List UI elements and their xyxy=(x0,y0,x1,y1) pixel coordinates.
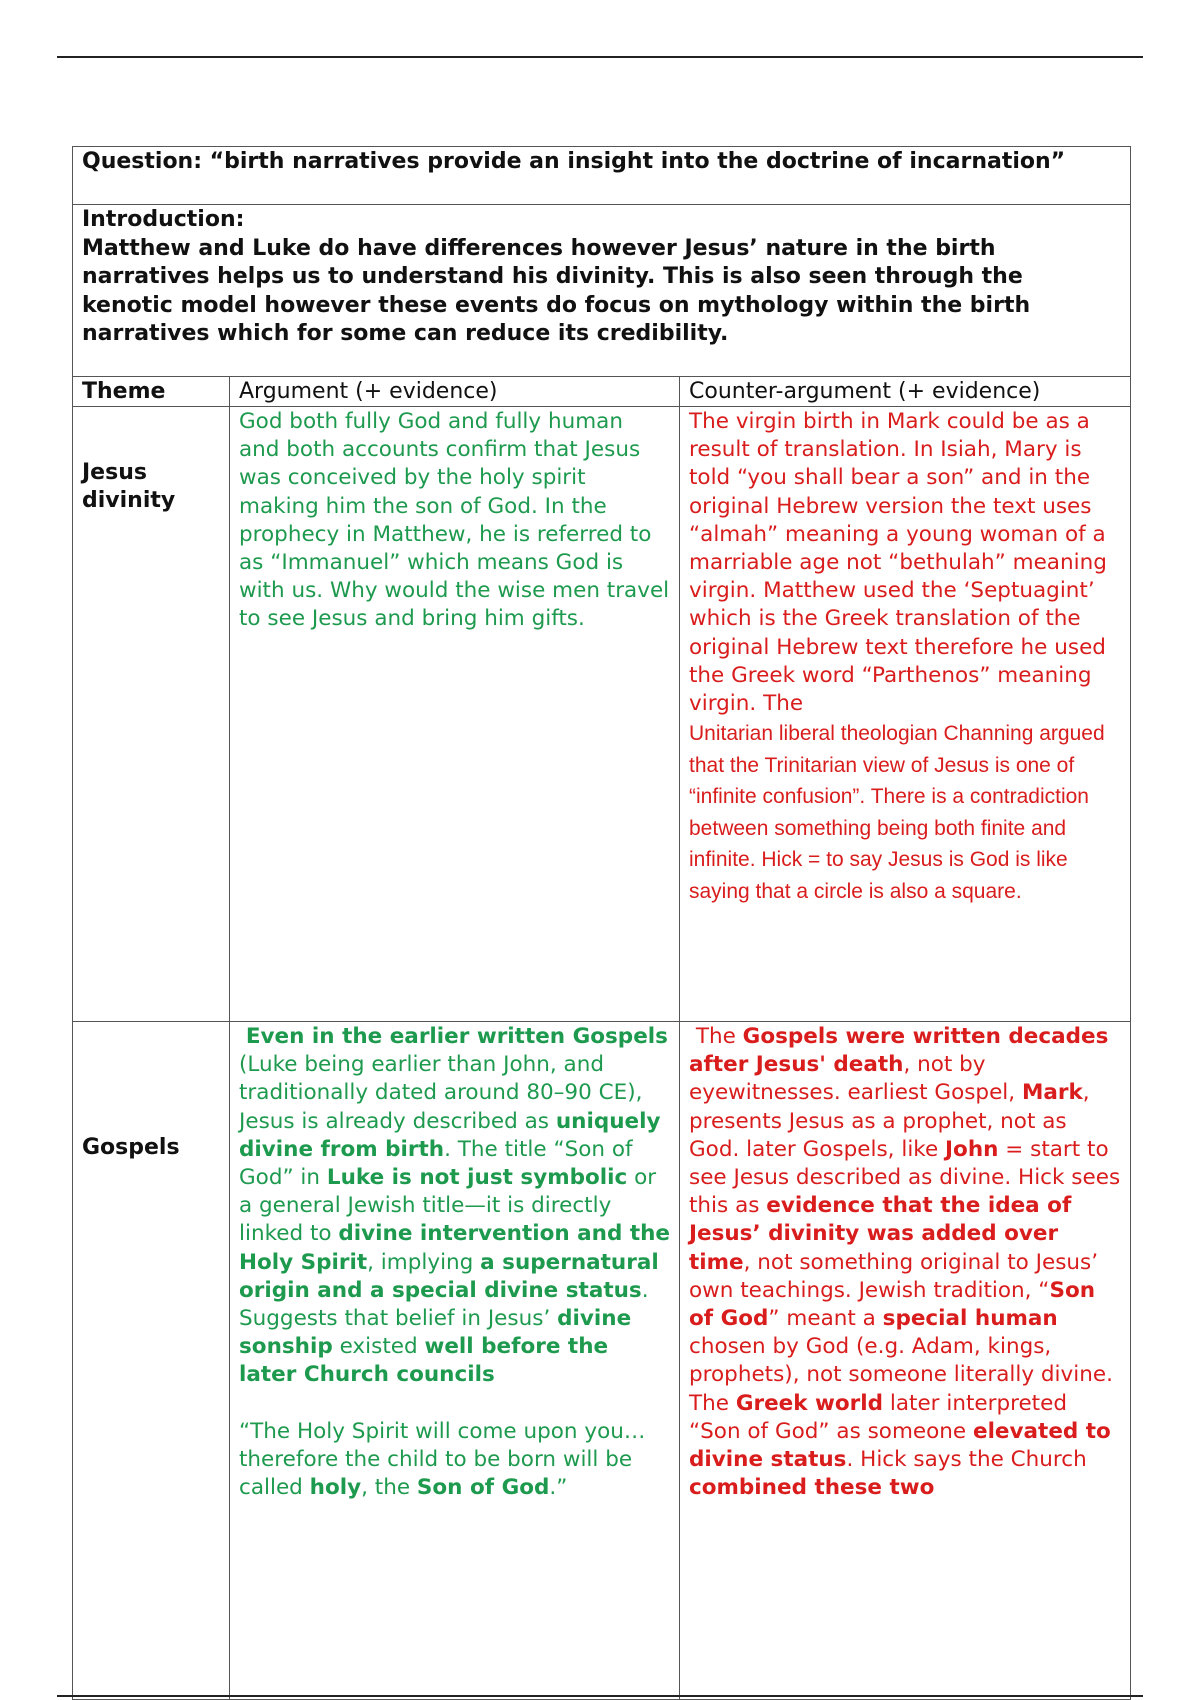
counter-jesus-divinity-part2: Unitarian liberal theologian Channing argued that the Trinitarian view of Jesus is one of “infinite confusion”. There is a contradiction between something being both finite and infinite. Hick = to say Jesus is God is like saying that a circle is also a square. xyxy=(689,722,1105,903)
question-text: Question: “birth narratives provide an insight into the doctrine of incarnation” xyxy=(73,147,1131,205)
counter-header: Counter-argument (+ evidence) xyxy=(680,377,1131,407)
counter-gospels-greek: The Greek world later interpreted “Son of God” as someone elevated to divine status. Hick says the Church combined these two xyxy=(689,1390,1111,1501)
argument-jesus-divinity: God both fully God and fully human and both accounts confirm that Jesus was conceived by the holy spirit making him the son of God. In the prophecy in Matthew, he is referred to as “Immanuel” which means God is with us. Why would the wise men travel to see Jesus and bring him gifts. xyxy=(230,407,680,1022)
introduction-heading: Introduction: xyxy=(82,207,245,232)
counter-gospels xyxy=(680,1022,1131,1700)
introduction-row xyxy=(73,205,1131,377)
counter-gospels-paragraph: The Gospels were written decades after Jesus' death, not by eyewitnesses. earliest Gospel, Mark, presents Jesus as a prophet, not as God. later Gospels, like John = start to see Jesus described as divine. Hick sees this as evidence that the idea of Jesus’ divinity was added over time, not something original to Jesus’ own teachings. Jewish tradition, “Son of God” meant a special human chosen by God (e.g. Adam, kings, prophets), not someone literally divine. xyxy=(689,1024,1121,1388)
argument-gospels-quote: “The Holy Spirit will come upon you… therefore the child to be born will be called holy, the Son of God.” xyxy=(239,1418,646,1501)
theme-gospels: Gospels xyxy=(73,1022,230,1700)
footer-rule xyxy=(57,1695,1143,1697)
question-row xyxy=(73,147,1131,205)
header-row xyxy=(73,377,1131,407)
spacer xyxy=(239,1390,670,1418)
header-rule xyxy=(57,56,1143,58)
argument-header: Argument (+ evidence) xyxy=(230,377,680,407)
theme-header: Theme xyxy=(73,377,230,407)
argument-gospels-paragraph: Even in the earlier written Gospels (Luke being earlier than John, and traditionally dated around 80–90 CE), Jesus is already described as uniquely divine from birth. The title “Son of God” in Luke is not just symbolic or a general Jewish title—it is directly linked to divine intervention and the Holy Spirit, implying a supernatural origin and a special divine status. Suggests that belief in Jesus’ divine sonship existed well before the later Church councils xyxy=(239,1024,671,1388)
counter-jesus-divinity-part1: The virgin birth in Mark could be as a result of translation. In Isiah, Mary is told “you shall bear a son” and in the original Hebrew version the text uses “almah” meaning a young woman of a marriable age not “bethulah” meaning virgin. Matthew used the ‘Septuagint’ which is the Greek translation of the original Hebrew text therefore he used the Greek word “Parthenos” meaning virgin. The xyxy=(689,409,1107,717)
argument-gospels xyxy=(230,1022,680,1700)
essay-plan-table xyxy=(72,146,1131,1700)
table-row-gospels xyxy=(73,1022,1131,1700)
introduction-body: Matthew and Luke do have differences however Jesus’ nature in the birth narratives helps us to understand his divinity. This is also seen through the kenotic model however these events do focus on mythology within the birth narratives which for some can reduce its credibility. xyxy=(82,235,1031,346)
counter-jesus-divinity xyxy=(680,407,1131,1022)
table-row-jesus-divinity xyxy=(73,407,1131,1022)
introduction-cell xyxy=(73,205,1131,377)
theme-jesus-divinity: Jesus divinity xyxy=(73,407,230,1022)
